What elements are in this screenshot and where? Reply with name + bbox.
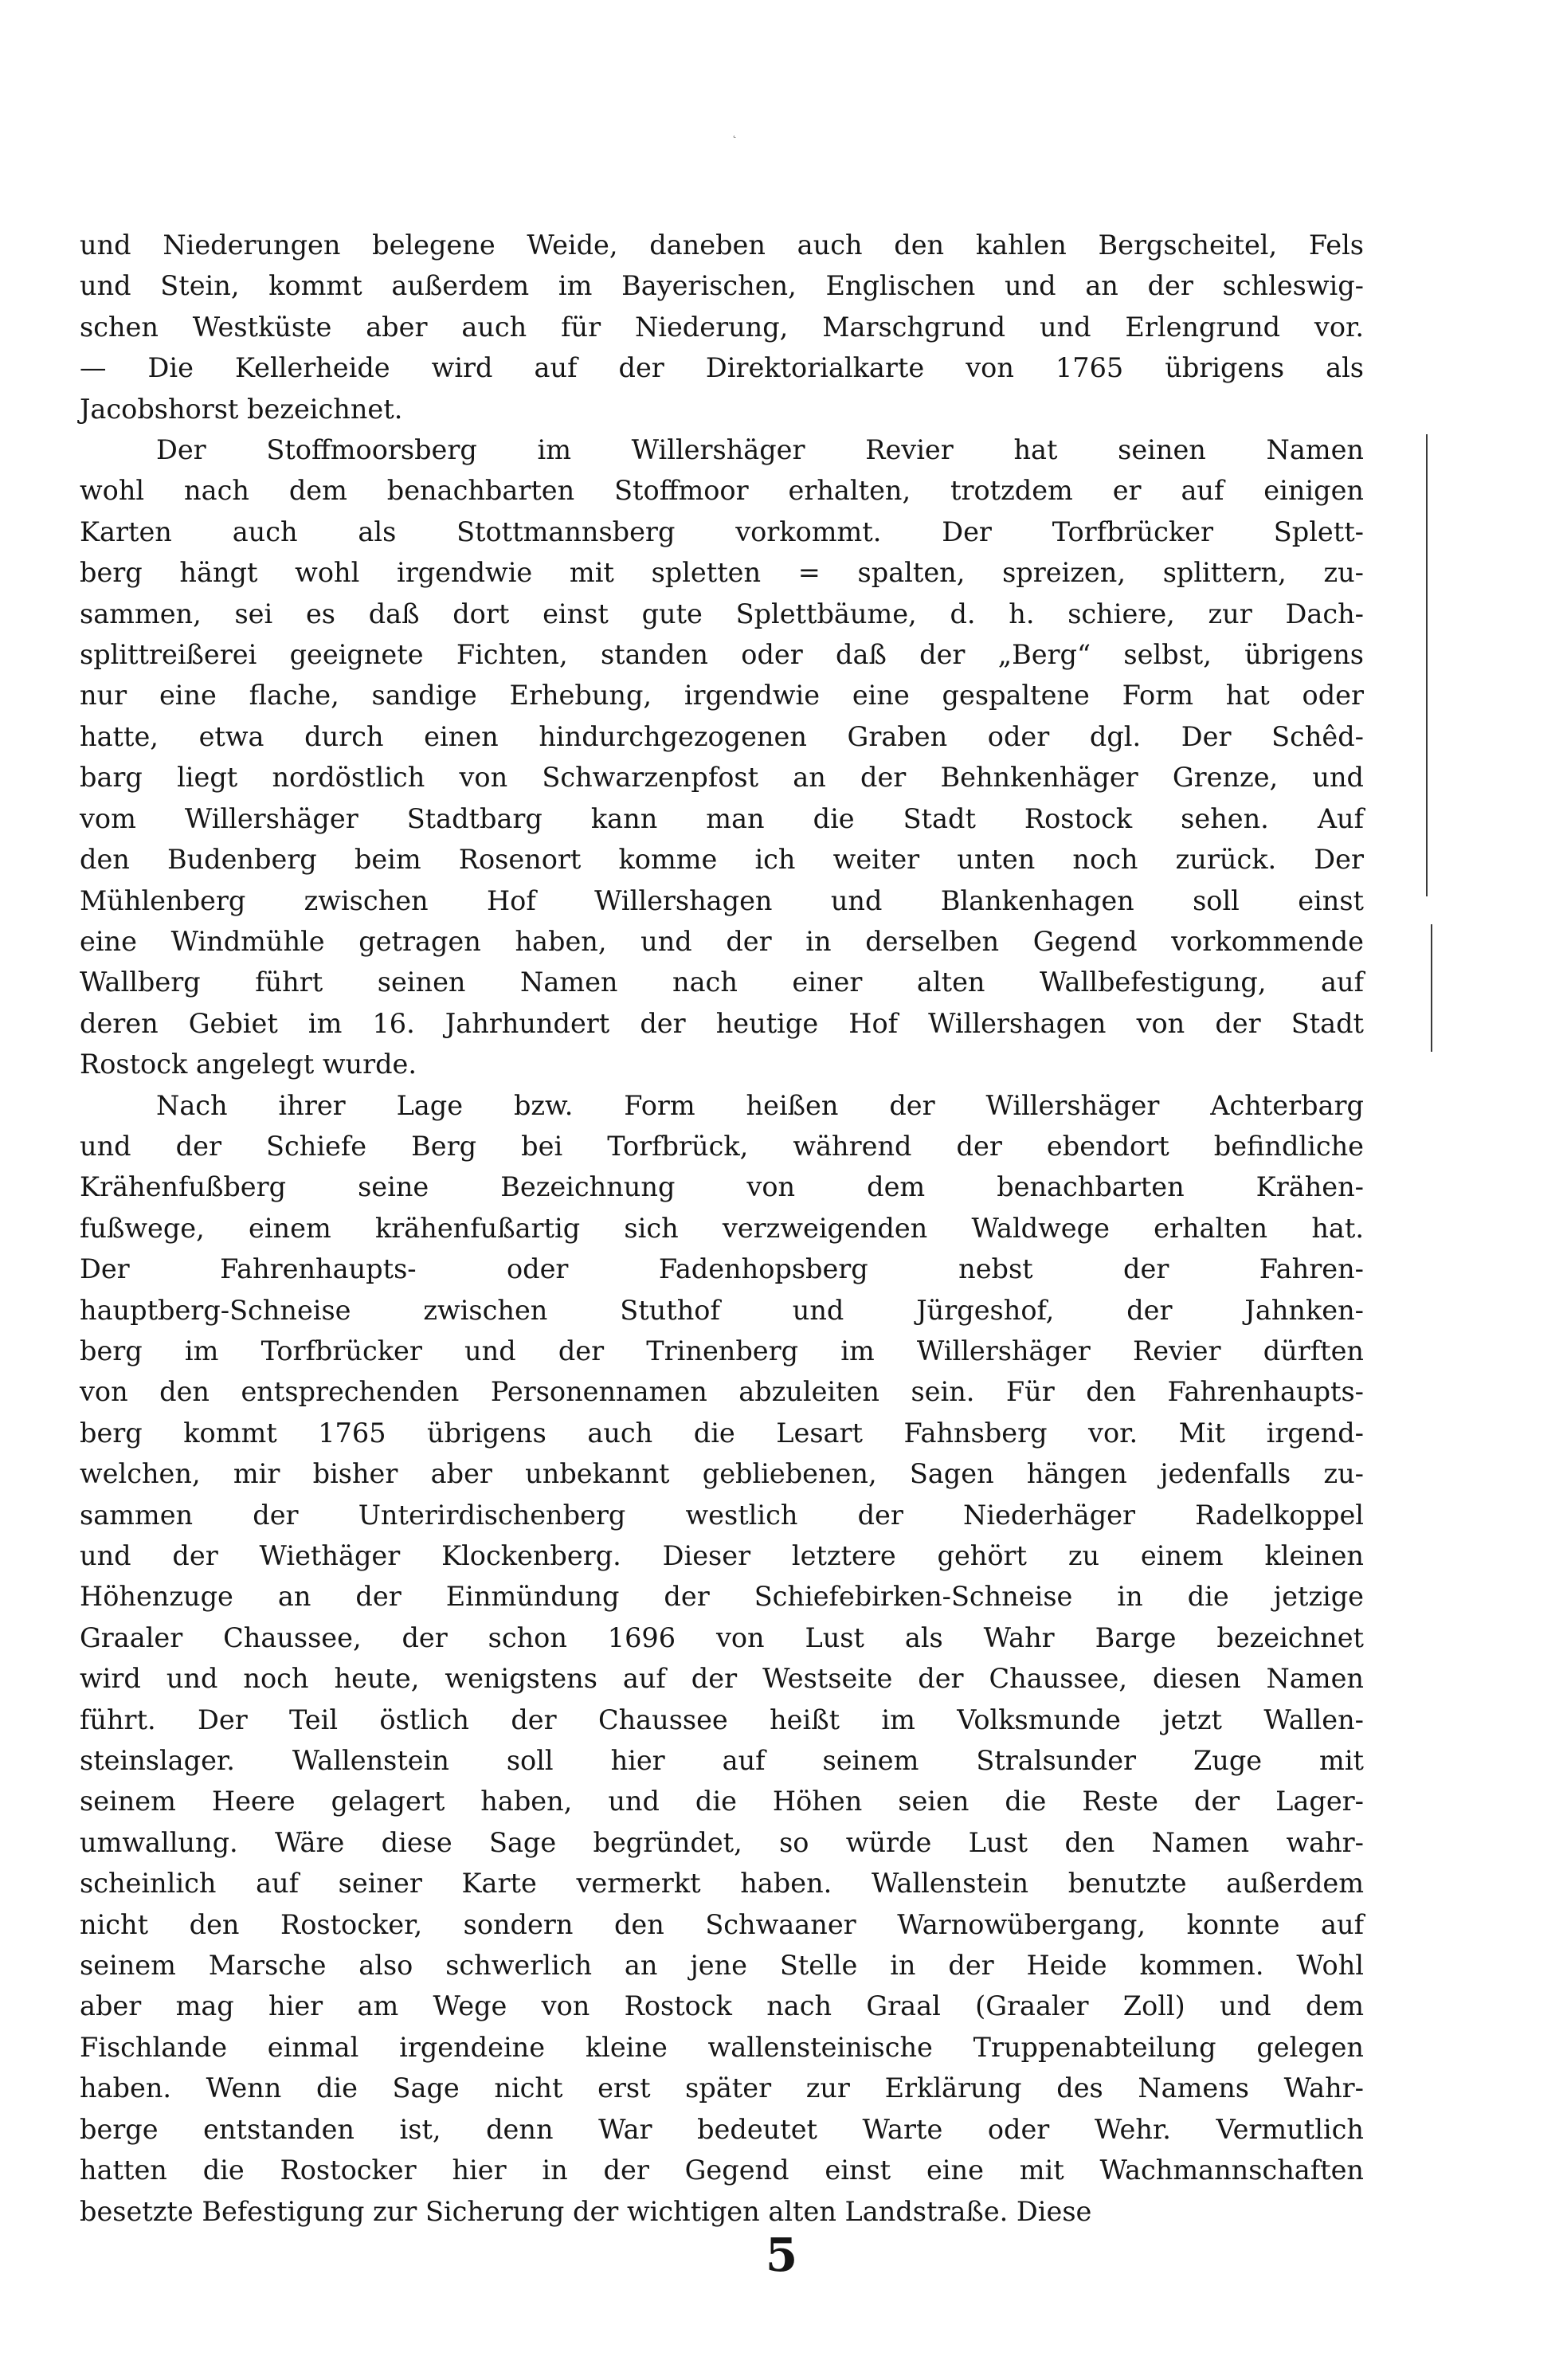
text-line: Krähenfußberg seine Bezeichnung von dem benachbarten Krähen- [80, 1171, 1364, 1203]
scan-speck: ˛ [731, 124, 738, 139]
text-line: führt. Der Teil östlich der Chaussee heißt im Volksmunde jetzt Wallen- [80, 1704, 1364, 1735]
text-line: wohl nach dem benachbarten Stoffmoor erhalten, trotzdem er auf einigen [80, 475, 1364, 507]
text-line: von den entsprechenden Personennamen abzuleiten sein. Für den Fahrenhaupts- [80, 1376, 1364, 1408]
text-line: sammen, sei es daß dort einst gute Splettbäume, d. h. schiere, zur Dach- [80, 598, 1364, 629]
text-line: welchen, mir bisher aber unbekannt gebliebenen, Sagen hängen jedenfalls zu- [80, 1458, 1364, 1490]
text-line: Graaler Chaussee, der schon 1696 von Lust als Wahr Barge bezeichnet [80, 1621, 1364, 1653]
text-line: Mühlenberg zwischen Hof Willershagen und Blankenhagen soll einst [80, 884, 1364, 916]
paragraph [80, 429, 1364, 1085]
text-line: hatten die Rostocker hier in der Gegend einst eine mit Wachmannschaften [80, 2155, 1364, 2186]
text-line: — Die Kellerheide wird auf der Direktorialkarte von 1765 übrigens als [80, 352, 1364, 384]
text-line: seinem Heere gelagert haben, und die Höhen seien die Reste der Lager- [80, 1786, 1364, 1817]
text-line: besetzte Befestigung zur Sicherung der wichtigen alten Landstraße. Diese [80, 2195, 1092, 2227]
text-line: hatte, etwa durch einen hindurchgezogenen Graben oder dgl. Der Schêd- [80, 720, 1364, 752]
text-line: seinem Marsche also schwerlich an jene Stelle in der Heide kommen. Wohl [80, 1950, 1364, 1982]
margin-rule-upper [1426, 434, 1428, 896]
text-line: Jacobshorst bezeichnet. [80, 393, 403, 425]
text-line: Fischlande einmal irgendeine kleine wallensteinische Truppenabteilung gelegen [80, 2031, 1364, 2063]
page-number: 5 [765, 2228, 798, 2282]
text-line: und der Schiefe Berg bei Torfbrück, während der ebendort befindliche [80, 1130, 1364, 1162]
text-line: umwallung. Wäre diese Sage begründet, so würde Lust den Namen wahr- [80, 1826, 1364, 1858]
text-line: und der Wiethäger Klockenberg. Dieser letztere gehört zu einem kleinen [80, 1540, 1364, 1571]
body-text [80, 225, 1364, 2227]
text-line: den Budenberg beim Rosenort komme ich weiter unten noch zurück. Der [80, 844, 1364, 876]
text-line: deren Gebiet im 16. Jahrhundert der heutige Hof Willershagen von der Stadt [80, 1007, 1364, 1039]
text-line: wird und noch heute, wenigstens auf der Westseite der Chaussee, diesen Namen [80, 1663, 1364, 1695]
text-line: schen Westküste aber auch für Niederung, Marschgrund und Erlengrund vor. [80, 311, 1364, 343]
text-line: eine Windmühle getragen haben, und der in derselben Gegend vorkommende [80, 925, 1364, 957]
text-line: Rostock angelegt wurde. [80, 1049, 417, 1080]
text-line: nicht den Rostocker, sondern den Schwaaner Warnowübergang, konnte auf [80, 1908, 1364, 1940]
text-line: barg liegt nordöstlich von Schwarzenpfost an der Behnkenhäger Grenze, und [80, 762, 1364, 794]
text-line: Der Fahrenhaupts- oder Fadenhopsberg nebst der Fahren- [80, 1253, 1364, 1285]
text-line: und Niederungen belegene Weide, daneben auch den kahlen Bergscheitel, Fels [80, 229, 1364, 261]
text-line: hauptberg-Schneise zwischen Stuthof und Jürgeshof, der Jahnken- [80, 1294, 1364, 1326]
text-line: nur eine flache, sandige Erhebung, irgendwie eine gespaltene Form hat oder [80, 680, 1364, 712]
text-line: berg im Torfbrücker und der Trinenberg im Willershäger Revier dürften [80, 1335, 1364, 1366]
text-line: haben. Wenn die Sage nicht erst später zur Erklärung des Namens Wahr- [80, 2072, 1364, 2104]
text-line: Nach ihrer Lage bzw. Form heißen der Willershäger Achterbarg [156, 1089, 1364, 1121]
text-line: Der Stoffmoorsberg im Willershäger Revier hat seinen Namen [156, 434, 1364, 466]
text-line: Höhenzuge an der Einmündung der Schiefebirken-Schneise in die jetzige [80, 1581, 1364, 1613]
text-line: aber mag hier am Wege von Rostock nach Graal (Graaler Zoll) und dem [80, 1990, 1364, 2022]
text-line: Karten auch als Stottmannsberg vorkommt. Der Torfbrücker Splett- [80, 516, 1364, 547]
text-line: sammen der Unterirdischenberg westlich der Niederhäger Radelkoppel [80, 1499, 1364, 1531]
text-line: und Stein, kommt außerdem im Bayerischen, Englischen und an der schleswig- [80, 270, 1364, 302]
margin-rule-lower [1431, 924, 1432, 1052]
text-line: berg kommt 1765 übrigens auch die Lesart Fahnsberg vor. Mit irgend- [80, 1417, 1364, 1449]
paragraph [80, 1085, 1364, 2232]
text-line: berge entstanden ist, denn War bedeutet Warte oder Wehr. Vermutlich [80, 2113, 1364, 2145]
text-line: steinslager. Wallenstein soll hier auf seinem Stralsunder Zuge mit [80, 1745, 1364, 1777]
text-line: fußwege, einem krähenfußartig sich verzweigenden Waldwege erhalten hat. [80, 1212, 1364, 1244]
text-line: scheinlich auf seiner Karte vermerkt haben. Wallenstein benutzte außerdem [80, 1868, 1364, 1900]
text-line: Wallberg führt seinen Namen nach einer alten Wallbefestigung, auf [80, 967, 1364, 998]
paragraph [80, 225, 1364, 429]
text-line: vom Willershäger Stadtbarg kann man die Stadt Rostock sehen. Auf [80, 802, 1364, 834]
text-line: splittreißerei geeignete Fichten, standen oder daß der „Berg“ selbst, übrigens [80, 639, 1364, 671]
text-line: berg hängt wohl irgendwie mit spletten = spalten, spreizen, splittern, zu- [80, 557, 1364, 589]
